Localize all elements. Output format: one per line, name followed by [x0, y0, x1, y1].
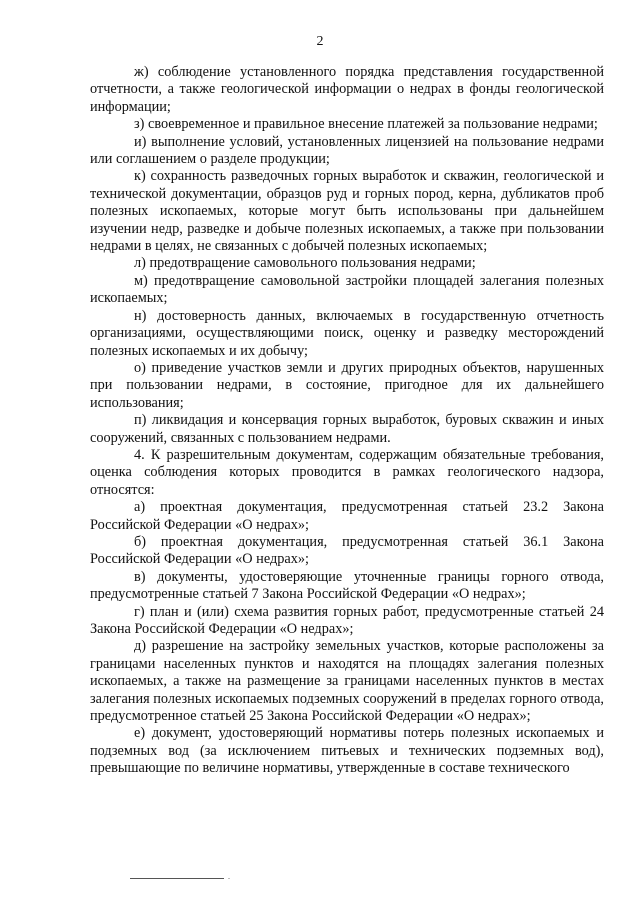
paragraph-n: н) достоверность данных, включаемых в государственную отчетность организациями, осуществляющими поиск, оценку и разведку месторождений полезных ископаемых и их добычу;	[90, 307, 604, 359]
document-body	[90, 64, 604, 778]
paragraph-a: а) проектная документация, предусмотренная статьей 23.2 Закона Российской Федерации «О недрах»;	[90, 499, 604, 533]
paragraph-d: д) разрешение на застройку земельных участков, которые расположены за границами населенных пунктов и находятся на площадях залегания полезных ископаемых, а также на размещение за границами населенных пунктов в местах залегания полезных ископаемых подземных сооружений в пределах горного отвода, предусмотренное статьей 25 Закона Российской Федерации «О недрах»;	[90, 638, 604, 725]
paragraph-v: в) документы, удостоверяющие уточненные границы горного отвода, предусмотренные статьей 7 Закона Российской Федерации «О недрах»;	[90, 568, 604, 603]
footer-mark: .	[228, 872, 230, 881]
page-number: 2	[316, 34, 324, 49]
paragraph-g: г) план и (или) схема развития горных работ, предусмотренные статьей 24 Закона Российской Федерации «О недрах»;	[90, 603, 604, 637]
paragraph-z: з) своевременное и правильное внесение платежей за пользование недрами;	[134, 116, 598, 133]
paragraph-p: п) ликвидация и консервация горных выработок, буровых скважин и иных сооружений, связанных с пользованием недрами.	[90, 412, 604, 446]
paragraph-l: л) предотвращение самовольного пользования недрами;	[134, 255, 476, 272]
paragraph-zh: ж) соблюдение установленного порядка представления государственной отчетности, а также геологической информации о недрах в фонды геологической информации;	[90, 64, 604, 115]
footer-divider	[130, 878, 224, 879]
paragraph-section-4: 4. К разрешительным документам, содержащим обязательные требования, оценка соблюдения которых проводится в рамках геологического надзора, относятся:	[90, 446, 604, 498]
paragraph-e: е) документ, удостоверяющий нормативы потерь полезных ископаемых и подземных вод (за исключением питьевых и технических подземных вод), превышающие по величине нормативы, утвержденные в составе технического	[90, 725, 604, 777]
paragraph-k: к) сохранность разведочных горных выработок и скважин, геологической и технической документации, образцов руд и горных пород, керна, дубликатов проб полезных ископаемых, которые могут быть использованы при дальнейшем изучении недр, разведке и добыче полезных ископаемых, а также при пользовании недрами в целях, не связанных с добычей полезных ископаемых;	[90, 168, 604, 255]
paragraph-m: м) предотвращение самовольной застройки площадей залегания полезных ископаемых;	[90, 272, 604, 307]
paragraph-b: б) проектная документация, предусмотренная статьей 36.1 Закона Российской Федерации «О недрах»;	[90, 533, 604, 568]
paragraph-o: о) приведение участков земли и других природных объектов, нарушенных при пользовании недрами, в состояние, пригодное для их дальнейшего использования;	[90, 359, 604, 411]
paragraph-i: и) выполнение условий, установленных лицензией на пользование недрами или соглашением о разделе продукции;	[90, 133, 604, 168]
